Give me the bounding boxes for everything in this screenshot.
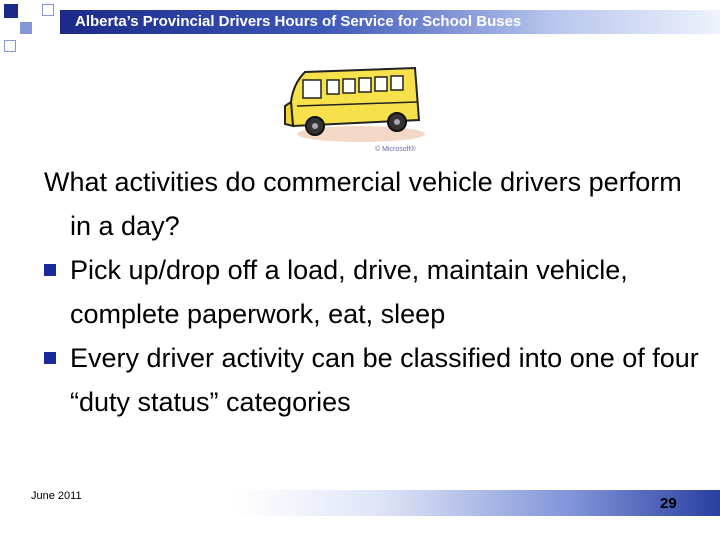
slide-date: June 2011 (31, 490, 82, 502)
question-text: What activities do commercial vehicle drivers perform in a day? (44, 167, 682, 241)
bullet-item-2 (44, 336, 704, 424)
corner-square-2 (20, 22, 32, 34)
school-bus-icon (283, 62, 425, 144)
bullet-text-2: Every driver activity can be classified into one of four “duty status” categories (70, 343, 699, 417)
footer-bar (234, 490, 720, 516)
bullet-square-icon (44, 264, 56, 276)
corner-square-4 (4, 40, 16, 52)
image-credit: © Microsoft® (375, 146, 416, 153)
corner-square-1 (4, 4, 18, 18)
slide-title: Alberta’s Provincial Drivers Hours of Service for School Buses (75, 13, 522, 30)
corner-square-3 (42, 4, 54, 16)
slide-body (44, 160, 704, 424)
bullet-square-icon (44, 352, 56, 364)
bullet-text-1: Pick up/drop off a load, drive, maintain vehicle, complete paperwork, eat, sleep (70, 255, 628, 329)
page-number: 29 (660, 495, 677, 512)
bullet-item-1 (44, 248, 704, 336)
